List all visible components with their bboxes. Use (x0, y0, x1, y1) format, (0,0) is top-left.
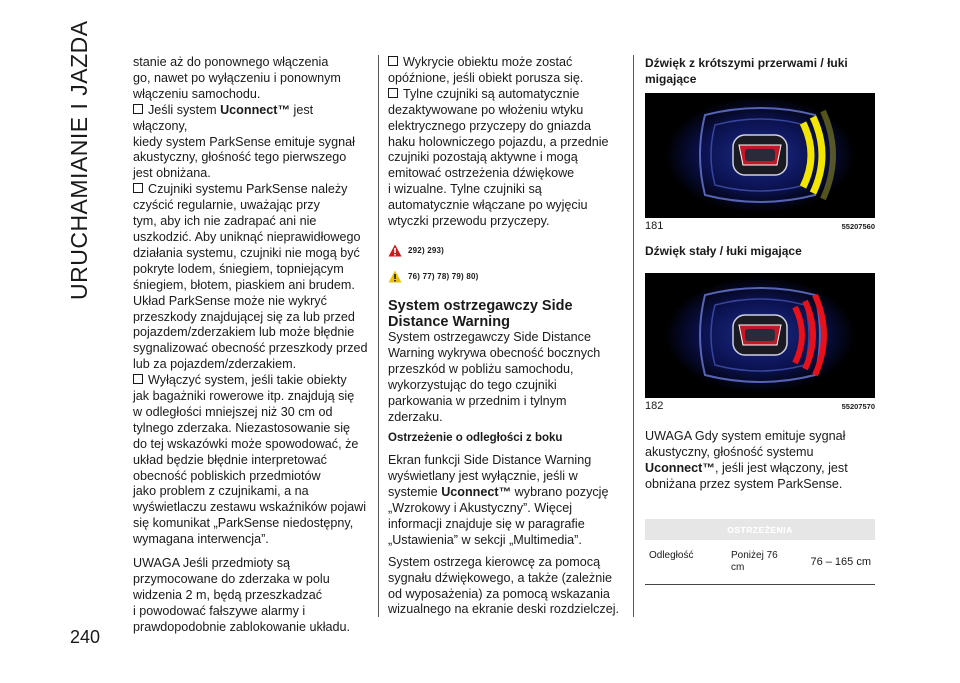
table-cell-label: Odległość (649, 549, 694, 561)
checkbox-bullet-icon (133, 183, 143, 193)
danger-triangle-icon (388, 244, 402, 257)
note-paragraph: UWAGA Gdy system emituje sygnał akustyczny, głośność systemu Uconnect™, jeśli jest włączony, jest obniżana przez system ParkSense. (645, 429, 848, 491)
checkbox-bullet-icon (388, 56, 398, 66)
text-column-3 (645, 55, 875, 585)
subsection-heading: Ostrzeżenie o odległości z boku (388, 432, 563, 445)
column-divider (378, 55, 379, 617)
figure-title: Dźwięk z krótszymi przerwami / łuki migające (645, 56, 848, 86)
figure-parksense-display (645, 273, 875, 398)
paragraph: Ekran funkcji Side Distance Warning wyświetlany jest wyłącznie, jeśli w systemie Uconnect™ wybrano pozycję „Wzrokowy i Akustyczny”. Więcej informacji znajduje się w paragrafie „Ustawienia” w sekcji „Multimedia”. (388, 453, 609, 547)
warnings-table (645, 519, 875, 585)
table-header: OSTRZEŻENIA (645, 519, 875, 540)
checkbox-bullet-icon (133, 374, 143, 384)
danger-reference: 292) 293) (388, 240, 620, 262)
figure-caption: 182 55207570 (645, 400, 875, 413)
bullet-paragraph: Wykrycie obiektu może zostać opóźnione, jeśli obiekt porusza się. (388, 55, 584, 85)
bullet-paragraph: Tylne czujniki są automatycznie dezaktywowane po włożeniu wtyku elektrycznego przyczepy do gniazda haku holowniczego pojazdu, a przednie czujniki pozostają aktywne i mogą emitować ostrzeżenia dźwiękowe i wizualne. Tylne czujniki są automatycznie włączane po wyjęciu wtyczki przewodu przyczepy. (388, 86, 609, 229)
column-divider (633, 55, 634, 617)
section-heading: System ostrzegawczy Side Distance Warning (388, 297, 573, 330)
figure-caption: 181 55207560 (645, 220, 875, 233)
figure-parksense-display (645, 93, 875, 218)
table-cell-value: 76 – 165 cm (810, 555, 871, 568)
note-paragraph: UWAGA Jeśli przedmioty są przymocowane do zderzaka w polu widzenia 2 m, będą przeszkadzać i powodować fałszywe alarmy i prawdopodobnie zablokowanie układu. (133, 556, 351, 634)
section-sidebar-title: URUCHAMIANIE I JAZDA (66, 20, 92, 300)
checkbox-bullet-icon (388, 88, 398, 98)
text-column-1 (133, 55, 368, 636)
bullet-paragraph: Wyłączyć system, jeśli takie obiekty jak bagażniki rowerowe itp. znajdują się w odległości mniejszej niż 30 cm od tylnego zderzaka. Niezastosowanie się do tej wskazówki może spowodować, że układ będzie błędnie interpretować obecność pobliskich przedmiotów jako problem z czujnikami, a na wyświetlaczu zestawu wskaźników pojawi się komunikat „ParkSense niedostępny, wymagana interwencja”. (133, 373, 367, 547)
page-number: 240 (70, 627, 101, 647)
figure-title: Dźwięk stały / łuki migające (645, 244, 802, 258)
paragraph: System ostrzegawczy Side Distance Warning wykrywa obecność bocznych przeszkód w pobliżu samochodu, wykorzystując do tego czujniki parkowania w przednim i tylnym zderzaku. (388, 329, 601, 424)
bullet-paragraph: Jeśli system Uconnect™ jest włączony, kiedy system ParkSense emituje sygnał akustyczny, głośność tego pierwszego jest obniżana. (133, 102, 355, 181)
table-cell-condition: Poniżej 76 cm (731, 549, 778, 573)
caution-reference: 76) 77) 78) 79) 80) (388, 266, 620, 288)
text-column-2 (388, 55, 620, 618)
paragraph: System ostrzega kierowcę za pomocą sygnału dźwiękowego, a także (zależnie od wyposażenia) za pomocą wskazania wizualnego na ekranie deski rozdzielczej. (388, 554, 620, 617)
table-row (645, 540, 875, 585)
paragraph: stanie aż do ponownego włączenia go, nawet po wyłączeniu i ponownym włączeniu samochodu. (133, 55, 341, 101)
bullet-paragraph: Czujniki systemu ParkSense należy czyścić regularnie, uważając przy tym, aby ich nie zadrapać ani nie uszkodzić. Aby uniknąć nieprawidłowego działania systemu, czujniki nie mogą być pokryte lodem, śniegiem, topniejącym śniegiem, błotem, piaskiem ani brudem. Układ ParkSense może nie wykryć przeszkody znajdującej się za lub przed pojazdem/zderzakiem lub może błędnie sygnalizować obecność przeszkody przed lub za pojazdem/zderzakiem. (133, 182, 368, 372)
checkbox-bullet-icon (133, 104, 143, 114)
caution-triangle-icon (388, 270, 402, 283)
